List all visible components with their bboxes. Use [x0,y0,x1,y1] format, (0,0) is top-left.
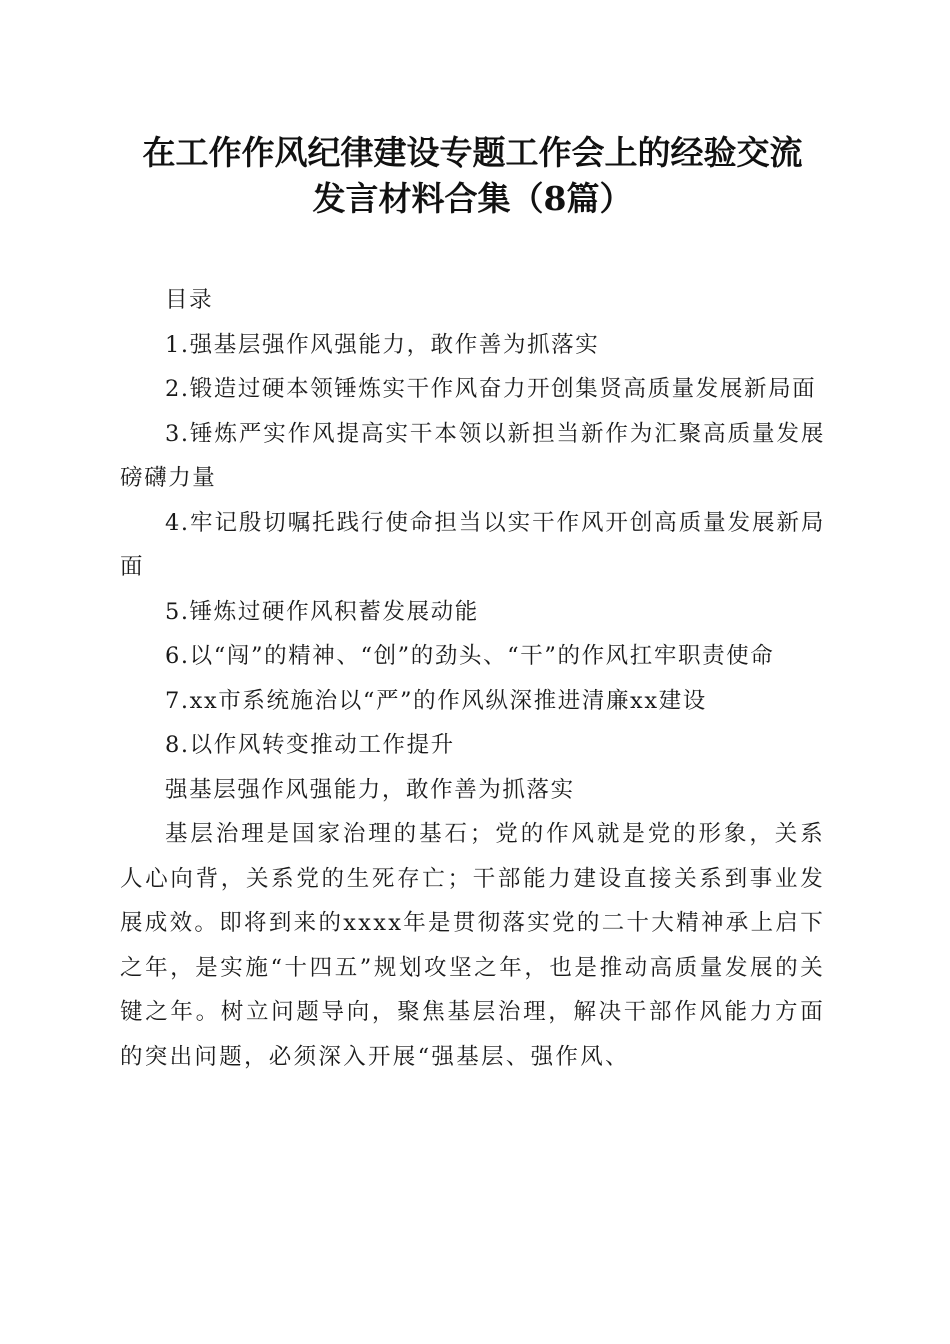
toc-heading: 目录 [165,287,214,313]
toc-item-6: 6.以“闯”的精神、“创”的劲头、“干”的作风扛牢职责使命 [165,643,775,669]
toc-item-2: 2.锻造过硬本领锤炼实干作风奋力开创集贤高质量发展新局面 [165,376,817,402]
table-of-contents [120,278,825,768]
body-paragraph: 基层治理是国家治理的基石；党的作风就是党的形象，关系人心向背，关系党的生死存亡；干部能力建设直接关系到事业发展成效。即将到来的xxxx年是贯彻落实党的二十大精神承上启下之年，是实施“十四五”规划攻坚之年，也是推动高质量发展的关键之年。树立问题导向，聚焦基层治理，解决干部作风能力方面的突出问题，必须深入开展“强基层、强作风、 [120,821,825,1070]
toc-item-3: 3.锤炼严实作风提高实干本领以新担当新作为汇聚高质量发展磅礴力量 [120,420,825,491]
document-title [120,130,825,222]
toc-item-8: 8.以作风转变推动工作提升 [165,732,455,758]
toc-item-7: 7.xx市系统施治以“严”的作风纵深推进清廉xx建设 [165,687,707,714]
title-line-2: 发言材料合集（8篇） [312,179,633,218]
toc-item-5: 5.锤炼过硬作风积蓄发展动能 [165,598,479,625]
toc-item-1: 1.强基层强作风强能力，敢作善为抓落实 [165,331,600,358]
section-title: 强基层强作风强能力，敢作善为抓落实 [165,776,575,803]
title-line-1: 在工作作风纪律建设专题工作会上的经验交流 [142,133,803,172]
document-page [120,130,825,1079]
toc-item-4: 4.牢记殷切嘱托践行使命担当以实干作风开创高质量发展新局面 [120,509,825,580]
